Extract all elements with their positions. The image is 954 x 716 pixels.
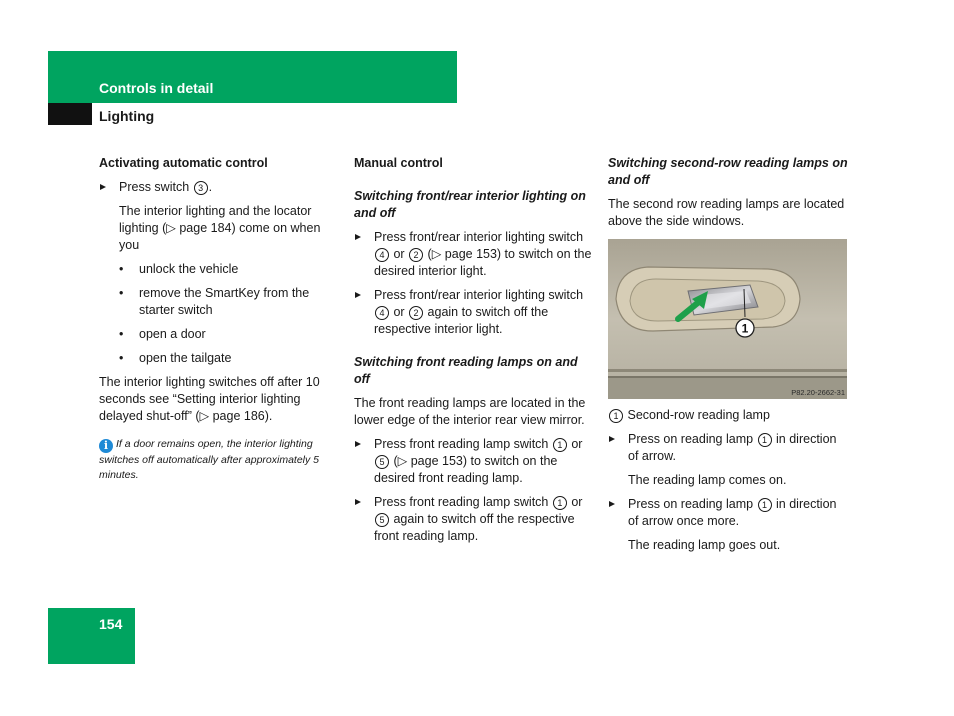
step-switch-off: Press front/rear interior lighting switch 4 or 2 again to switch off the respective interior light. [354,287,594,338]
ref-number: 5 [375,513,389,527]
ref-number: 1 [758,433,772,447]
step-switch-on: Press front/rear interior lighting switch 4 or 2 (▷ page 153) to switch on the desired interior light. [354,229,594,280]
list-item: • unlock the vehicle [99,261,339,278]
photo-callout: 1 [741,321,749,336]
ref-number: 2 [409,306,423,320]
section-title: Lighting [99,108,155,124]
ref-number: 5 [375,455,389,469]
ref-number: 1 [553,496,567,510]
list-item: • open the tailgate [99,350,339,367]
section-marker [48,103,92,125]
paragraph: The second row reading lamps are located above the side windows. [608,197,845,228]
subheading-second-row: Switching second-row reading lamps on and off [608,156,848,187]
step-lamp-off: Press on reading lamp 1 in direction of arrow once more. [608,496,848,530]
chapter-title: Controls in detail [99,80,214,96]
ref-number: 4 [375,248,389,262]
paragraph: The front reading lamps are located in the lower edge of the interior rear view mirror. [354,396,586,427]
step-press-switch: Press switch 3 . [99,179,339,196]
paragraph: The interior lighting and the locator lighting (▷ page 184) come on when you [119,204,321,252]
reading-lamp-photo [608,239,847,399]
step-reading-off: Press front reading lamp switch 1 or 5 again to switch off the respective front reading lamp. [354,494,594,545]
heading-automatic-control: Activating automatic control [99,156,268,170]
ref-number: 1 [758,498,772,512]
info-note: i If a door remains open, the interior lighting switches off automatically after approximately 5 minutes. [99,438,320,481]
list-item: • remove the SmartKey from the starter switch [99,285,339,319]
column-second-row [608,155,848,561]
result-text: The reading lamp comes on. [628,473,787,487]
ref-number: 1 [609,409,623,423]
subheading-front-rear: Switching front/rear interior lighting on and off [354,189,586,220]
ref-number: 2 [409,248,423,262]
reading-lamp-illustration [608,239,847,399]
result-text: The reading lamp goes out. [628,538,781,552]
page-number: 154 [99,616,123,632]
step-reading-on: Press front reading lamp switch 1 or 5 (▷ page 153) to switch on the desired front reading lamp. [354,436,594,487]
subheading-front-reading: Switching front reading lamps on and off [354,355,578,386]
heading-manual-control: Manual control [354,156,443,170]
photo-caption: 1 Second-row reading lamp [608,407,848,424]
column-automatic-control [99,155,339,483]
step-lamp-on: Press on reading lamp 1 in direction of arrow. [608,431,848,465]
paragraph: The interior lighting switches off after 10 seconds see “Setting interior lighting delayed shut-off” (▷ page 186). [99,375,320,423]
ref-number: 3 [194,181,208,195]
ref-number: 4 [375,306,389,320]
column-manual-control [354,155,594,552]
photo-code: P82.20-2662-31 [791,388,845,397]
list-item: • open a door [99,326,339,343]
info-icon: i [99,439,113,453]
ref-number: 1 [553,438,567,452]
